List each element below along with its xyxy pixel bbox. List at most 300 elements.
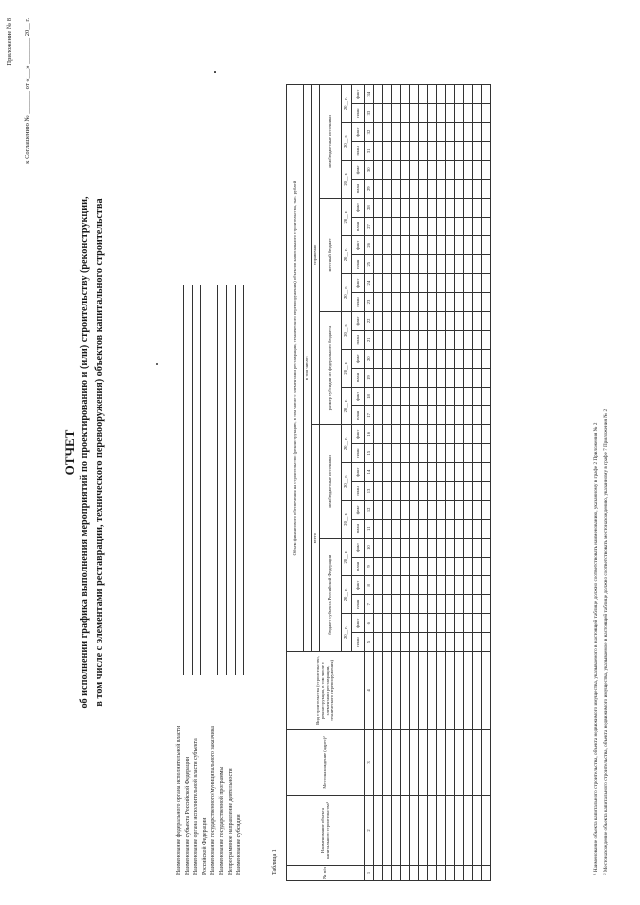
table-cell [437,349,446,368]
header-fact: факт [352,425,365,444]
table-cell [473,123,482,142]
table-cell [374,481,383,500]
table-cell [374,866,383,881]
table-cell [419,595,428,614]
table-cell [410,293,419,312]
report-subtitle-1: об исполнении графика выполнения мероприятий по проектированию и (или) строительству (реконструкции, [79,196,90,709]
header-fact: факт [352,349,365,368]
table-cell [383,425,392,444]
table-cell [473,293,482,312]
table-cell [473,255,482,274]
column-index: 11 [365,519,374,538]
table-cell [419,104,428,123]
table-row [374,85,383,881]
table-cell [437,538,446,557]
table-cell [374,576,383,595]
table-cell [473,500,482,519]
column-index: 10 [365,538,374,557]
table-cell [428,444,437,463]
table-cell [473,236,482,255]
header-plan: план [352,595,365,614]
header-year: 20__ г. [342,198,352,236]
table-cell [437,236,446,255]
table-cell [383,444,392,463]
table-cell [383,330,392,349]
table-cell [401,160,410,179]
table-cell [401,85,410,104]
table-cell [464,123,473,142]
table-cell [473,387,482,406]
table-cell [446,614,455,633]
table-cell [446,141,455,160]
table-cell [437,481,446,500]
table-cell [464,730,473,796]
table-cell [419,633,428,652]
report-table [286,84,491,881]
table-cell [464,293,473,312]
table-cell [437,652,446,730]
table-cell [428,387,437,406]
meta-field-underline [243,285,244,675]
table-cell [419,730,428,796]
table-cell [473,796,482,866]
table-cell [464,425,473,444]
header-in-that-number: в том числе: [304,85,312,652]
table-cell [455,425,464,444]
table-cell [437,425,446,444]
header-year: 20__ г. [342,576,352,614]
table-cell [419,349,428,368]
table-cell [455,538,464,557]
table-cell [410,796,419,866]
table-cell [446,406,455,425]
column-index: 32 [365,123,374,142]
table-cell [428,481,437,500]
table-cell [473,866,482,881]
table-cell [437,274,446,293]
table-row [392,85,401,881]
table-cell [482,730,491,796]
table-cell [464,236,473,255]
header-fact: факт [352,500,365,519]
header-year: 20__ г. [342,425,352,463]
table-cell [446,179,455,198]
table-cell [374,368,383,387]
table-row [437,85,446,881]
table-cell [410,444,419,463]
table-cell [464,198,473,217]
table-cell [428,293,437,312]
table-cell [401,274,410,293]
header-fact: факт [352,311,365,330]
table-cell [428,463,437,482]
table-cell [428,633,437,652]
table-cell [437,198,446,217]
table-row [464,85,473,881]
table-cell [392,387,401,406]
table-cell [464,481,473,500]
table-cell [383,730,392,796]
table-cell [383,406,392,425]
table-cell [455,387,464,406]
table-cell [401,425,410,444]
table-cell [374,387,383,406]
table-cell [446,198,455,217]
scan-speck [156,363,158,365]
table-cell [392,217,401,236]
table-cell [410,217,419,236]
table-cell [383,633,392,652]
table-cell [374,730,383,796]
table-row [428,85,437,881]
header-year: 20__ г. [342,463,352,501]
appendix-label: Приложение № 8 [6,18,13,66]
table-cell [455,576,464,595]
table-cell [455,633,464,652]
table-cell [401,330,410,349]
column-index: 13 [365,481,374,500]
table-cell [446,730,455,796]
table-cell [437,595,446,614]
table-row [446,85,455,881]
table-cell [428,538,437,557]
table-cell [383,85,392,104]
meta-field-underline [226,285,227,675]
table-cell [383,349,392,368]
table-cell [383,576,392,595]
table-cell [383,293,392,312]
table-cell [401,576,410,595]
column-index: 30 [365,160,374,179]
table-cell [473,444,482,463]
table-cell [455,652,464,730]
table-cell [410,730,419,796]
column-index: 9 [365,557,374,576]
table-cell [428,730,437,796]
table-cell [392,330,401,349]
header-fact: факт [352,236,365,255]
table-cell [419,311,428,330]
table-cell [383,481,392,500]
table-cell [446,368,455,387]
table-cell [446,236,455,255]
table-cell [437,217,446,236]
table-cell [410,463,419,482]
table-cell [374,406,383,425]
table-cell [374,633,383,652]
column-index: 14 [365,463,374,482]
table-cell [392,368,401,387]
table-cell [455,406,464,425]
table-cell [464,160,473,179]
table-cell [410,104,419,123]
table-cell [437,85,446,104]
table-cell [392,179,401,198]
scan-speck [214,72,216,74]
column-index: 21 [365,330,374,349]
meta-field-underline [192,285,193,675]
table-cell [374,198,383,217]
table-cell [428,255,437,274]
table-cell [446,576,455,595]
table-cell [419,123,428,142]
table-cell [437,293,446,312]
table-cell [392,538,401,557]
table-cell [428,519,437,538]
table-cell [482,595,491,614]
table-cell [482,614,491,633]
table-cell [473,557,482,576]
table-cell [428,141,437,160]
table-cell [374,160,383,179]
table-cell [473,198,482,217]
table-cell [392,595,401,614]
table-cell [410,368,419,387]
table-cell [419,463,428,482]
table-cell [446,387,455,406]
meta-field-label: Наименование субъекта Российской Федерации [184,756,191,875]
table-cell [473,425,482,444]
table-cell [374,796,383,866]
table-cell [473,519,482,538]
table-cell [401,538,410,557]
header-plan: план [352,406,365,425]
table-cell [446,557,455,576]
table-cell [383,557,392,576]
table-cell [446,538,455,557]
table-cell [419,576,428,595]
meta-field-underline [217,285,218,675]
table-cell [473,730,482,796]
table-cell [410,330,419,349]
table-cell [392,236,401,255]
table-row [410,85,419,881]
table-cell [446,500,455,519]
table-cell [401,349,410,368]
meta-field-label: Российской Федерации [201,817,208,875]
table-cell [455,255,464,274]
header-fact: факт [352,123,365,142]
header-total: всего [312,425,320,652]
table-cell [446,481,455,500]
header-location: Местонахождение (адрес)² [287,730,365,796]
table-cell [473,160,482,179]
table-cell [383,796,392,866]
table-cell [446,463,455,482]
table-cell [455,368,464,387]
header-fact: факт [352,614,365,633]
table-cell [455,198,464,217]
table-cell [419,614,428,633]
table-cell [437,557,446,576]
table-cell [401,463,410,482]
table-cell [383,387,392,406]
table-header-row [287,85,304,881]
table-cell [401,236,410,255]
header-plan: план [352,217,365,236]
header-subject-budget: бюджет субъекта Российской Федерации [320,538,342,651]
meta-field-underline [200,285,201,675]
table-cell [419,406,428,425]
table-cell [428,198,437,217]
table-cell [392,274,401,293]
column-index: 4 [365,652,374,730]
table-cell [392,255,401,274]
table-cell [437,444,446,463]
table-cell [374,652,383,730]
header-plan: план [352,179,365,198]
table-cell [374,274,383,293]
table-cell [473,330,482,349]
table-cell [428,330,437,349]
table-cell [428,368,437,387]
table-cell [455,866,464,881]
table-cell [446,866,455,881]
table-cell [482,519,491,538]
header-for-reference: справочно [312,85,320,425]
table-cell [392,519,401,538]
table-row [473,85,482,881]
table-cell [392,652,401,730]
table-cell [392,349,401,368]
column-index: 33 [365,104,374,123]
table-cell [374,293,383,312]
table-cell [473,576,482,595]
header-year: 20__ г. [342,387,352,425]
table-cell [410,198,419,217]
header-plan: план [352,255,365,274]
table-cell [428,123,437,142]
table-cell [464,557,473,576]
table-cell [437,633,446,652]
table-cell [482,274,491,293]
header-fact: факт [352,198,365,217]
table-cell [455,104,464,123]
agreement-line: к Соглашению № _______ от «___» ________ 20__ г. [24,18,31,164]
table-cell [374,614,383,633]
table-cell [410,123,419,142]
table-cell [473,179,482,198]
table-cell [464,311,473,330]
table-cell [410,274,419,293]
table-cell [419,255,428,274]
table-cell [410,538,419,557]
table-cell [446,85,455,104]
table-cell [455,519,464,538]
table-cell [392,576,401,595]
table-cell [401,123,410,142]
table-cell [419,293,428,312]
header-funding-volume: Объем финансового обеспечения на строительство (реконструкцию, в том числе с элементами реставрации, технического перевооружения) объектов капитального строительства, тыс. рублей [287,85,304,652]
table-cell [455,85,464,104]
table-cell [383,274,392,293]
table-cell [482,368,491,387]
table-cell [464,141,473,160]
table-cell [374,311,383,330]
header-fact: факт [352,85,365,104]
table-cell [464,85,473,104]
table-cell [419,217,428,236]
table-cell [473,274,482,293]
table-cell [410,425,419,444]
table-cell [401,198,410,217]
table-cell [446,444,455,463]
table-cell [455,179,464,198]
table-cell [437,463,446,482]
table-cell [446,293,455,312]
table-cell [482,576,491,595]
table-cell [437,123,446,142]
table-cell [455,293,464,312]
header-year: 20__ г. [342,349,352,387]
table-cell [482,652,491,730]
table-cell [482,481,491,500]
table-cell [401,730,410,796]
table-cell [482,425,491,444]
table-cell [428,796,437,866]
table-cell [464,652,473,730]
table-cell [410,595,419,614]
table-cell [419,866,428,881]
table-cell [455,557,464,576]
table-cell [464,595,473,614]
meta-field-label: Наименование органа исполнительной власти субъекта [193,738,200,875]
table-cell [374,255,383,274]
table-cell [482,141,491,160]
table-cell [374,349,383,368]
table-cell [419,796,428,866]
table-cell [437,311,446,330]
table-cell [419,160,428,179]
table-cell [464,255,473,274]
table-cell [383,217,392,236]
table-cell [455,160,464,179]
table-cell [464,614,473,633]
table-cell [419,368,428,387]
table-cell [392,481,401,500]
table-cell [473,652,482,730]
table-cell [446,796,455,866]
header-fact: факт [352,463,365,482]
table-cell [374,217,383,236]
table-cell [437,387,446,406]
table-cell [455,614,464,633]
table-cell [464,274,473,293]
table-cell [464,387,473,406]
table-cell [437,614,446,633]
table-cell [374,179,383,198]
table-cell [419,425,428,444]
table-cell [401,866,410,881]
table-cell [392,557,401,576]
column-index: 23 [365,293,374,312]
table-cell [482,160,491,179]
table-cell [428,425,437,444]
table-cell [464,633,473,652]
table-cell [473,85,482,104]
table-cell [383,255,392,274]
meta-field-label: Наименование государственной программы [219,766,225,875]
table-label: Таблица 1 [272,849,278,875]
table-cell [419,387,428,406]
footnote-2: ² Местонахождение объекта капитального строительства, объекта недвижимого имущества, указываемое в настоящей таблице должно соответствовать местонахождению, указанному в графе 7 Приложения № 2 [603,408,609,875]
table-cell [374,557,383,576]
table-cell [464,368,473,387]
table-cell [401,104,410,123]
meta-field-label: Наименование федерального органа исполнительной власти [176,725,182,875]
table-row [419,85,428,881]
header-plan: план [352,519,365,538]
